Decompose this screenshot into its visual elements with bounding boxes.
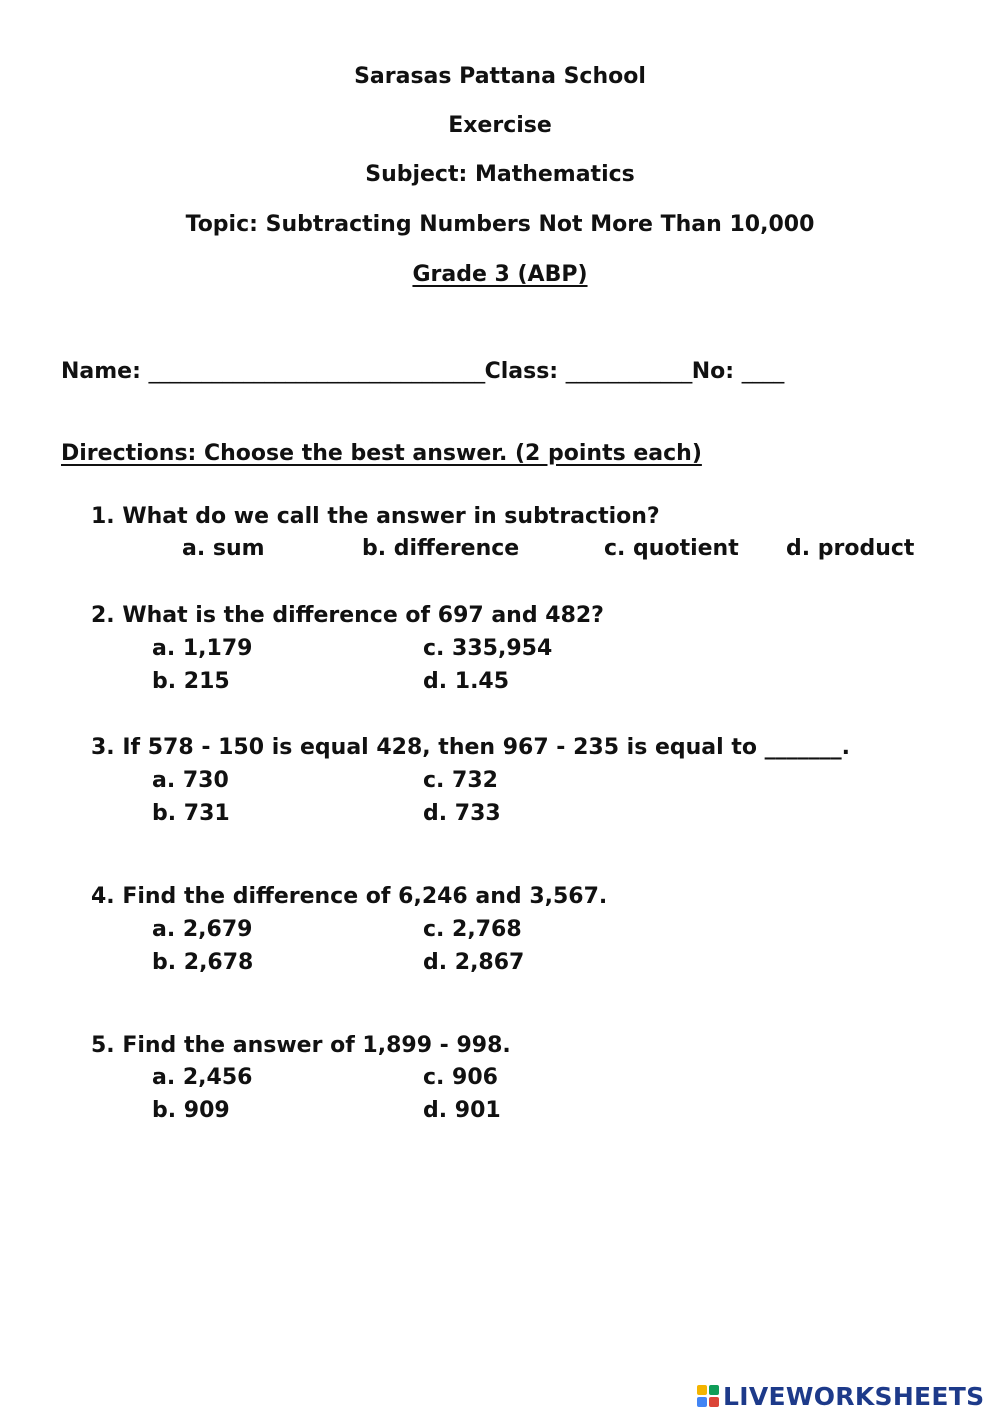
- logo-text: LIVEWORKSHEETS: [723, 1381, 985, 1411]
- school-name: Sarasas Pattana School: [354, 64, 646, 89]
- q5-option-a[interactable]: a. 2,456: [152, 1065, 253, 1090]
- q3-option-c[interactable]: c. 732: [423, 768, 498, 793]
- worksheet-type: Exercise: [448, 113, 552, 138]
- class-blank[interactable]: ____________: [565, 359, 692, 384]
- no-label: No:: [691, 359, 742, 384]
- directions: Directions: Choose the best answer. (2 points each): [61, 441, 702, 466]
- class-label: Class:: [484, 359, 566, 384]
- q2-option-d[interactable]: d. 1.45: [423, 669, 510, 694]
- q5-option-b[interactable]: b. 909: [152, 1098, 230, 1123]
- q5-option-c[interactable]: c. 906: [423, 1065, 498, 1090]
- q1-option-d[interactable]: d. product: [786, 536, 915, 561]
- no-blank[interactable]: ____: [741, 359, 784, 384]
- q1-option-b[interactable]: b. difference: [362, 536, 520, 561]
- q4-option-c[interactable]: c. 2,768: [423, 917, 522, 942]
- name-blank[interactable]: ________________________________: [148, 359, 485, 384]
- question-5: 5. Find the answer of 1,899 - 998.: [91, 1033, 511, 1058]
- q3-option-a[interactable]: a. 730: [152, 768, 229, 793]
- name-label: Name:: [61, 359, 149, 384]
- grade-line: [0, 262, 1000, 287]
- q1-option-c[interactable]: c. quotient: [604, 536, 739, 561]
- q2-option-c[interactable]: c. 335,954: [423, 636, 553, 661]
- liveworksheets-logo-icon: [697, 1385, 719, 1407]
- q5-option-d[interactable]: d. 901: [423, 1098, 501, 1123]
- q1-option-a[interactable]: a. sum: [182, 536, 265, 561]
- question-2: 2. What is the difference of 697 and 482?: [91, 603, 604, 628]
- liveworksheets-logo: [697, 1379, 984, 1413]
- subject-line: Subject: Mathematics: [365, 162, 635, 187]
- q2-option-b[interactable]: b. 215: [152, 669, 230, 694]
- question-3: 3. If 578 - 150 is equal 428, then 967 - 235 is equal to _______.: [91, 735, 850, 760]
- q4-option-d[interactable]: d. 2,867: [423, 950, 525, 975]
- question-1: 1. What do we call the answer in subtraction?: [91, 504, 660, 529]
- student-info-line: [61, 359, 784, 384]
- question-4: 4. Find the difference of 6,246 and 3,567.: [91, 884, 608, 909]
- q3-option-d[interactable]: d. 733: [423, 801, 501, 826]
- topic-line: Topic: Subtracting Numbers Not More Than 10,000: [185, 212, 815, 237]
- q4-option-a[interactable]: a. 2,679: [152, 917, 253, 942]
- q4-option-b[interactable]: b. 2,678: [152, 950, 254, 975]
- q3-option-b[interactable]: b. 731: [152, 801, 230, 826]
- grade-text: Grade 3 (ABP): [412, 262, 588, 287]
- q2-option-a[interactable]: a. 1,179: [152, 636, 253, 661]
